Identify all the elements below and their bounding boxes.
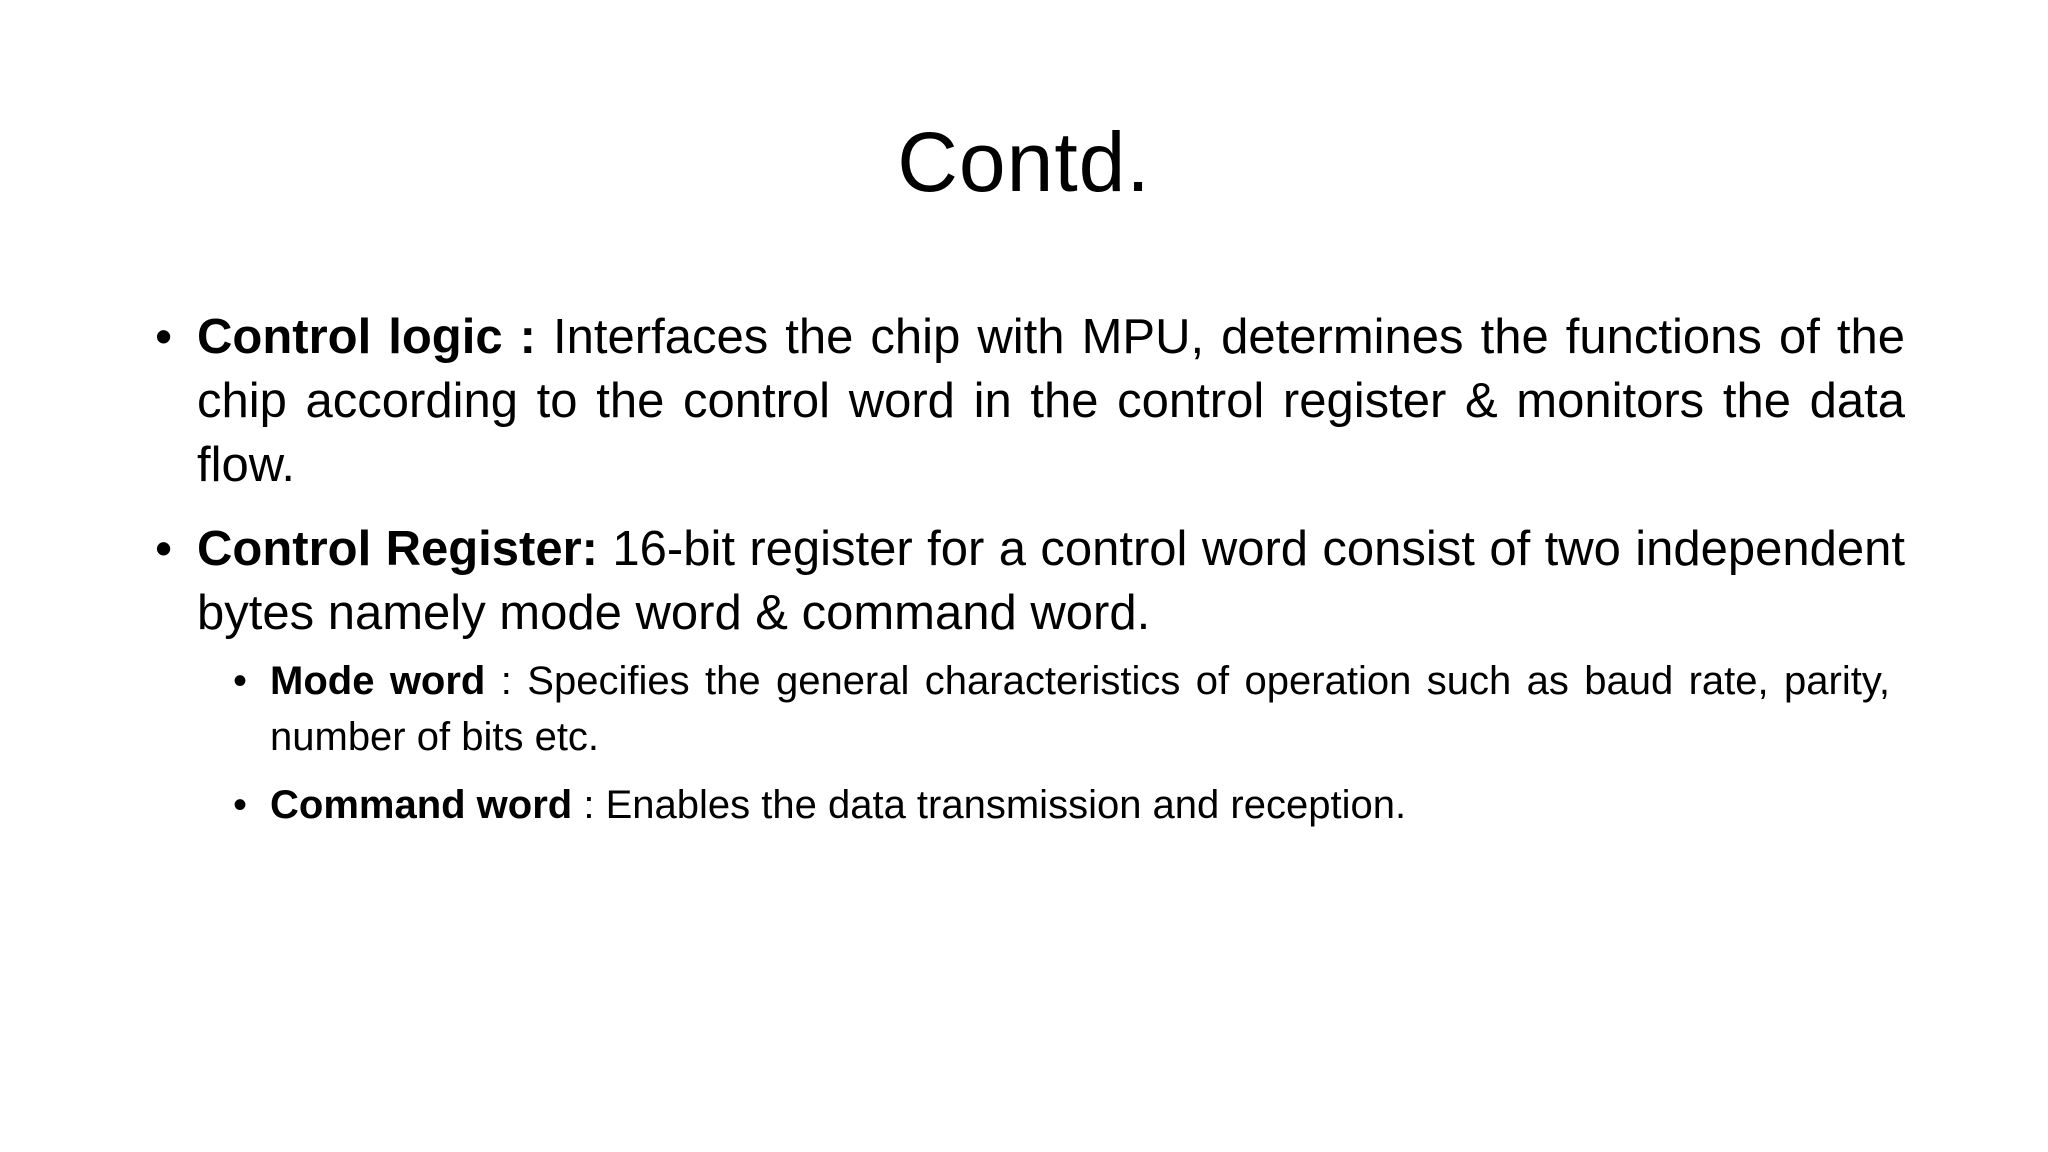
sub-bullet-marker: • [233,783,248,827]
slide-content [155,305,1905,845]
sub-bullet-command-word [233,777,1890,833]
sub-bullet-marker: • [233,659,248,703]
slide-title: Contd. [897,115,1151,209]
bullet-text: Interfaces the chip with MPU, determines the functions of the chip according to the control word in the control register & monitors the data flow. [197,310,1905,492]
bullet-term: Control logic : [197,310,536,364]
sub-bullet-mode-word [233,653,1890,765]
bullet-marker: • [155,522,173,576]
sub-bullet-term: Command word [270,783,573,827]
sub-bullet-text: : Enables the data transmission and reception. [583,783,1407,827]
bullet-term: Control Register: [197,522,598,576]
bullet-text: 16-bit register for a control word consist of two independent bytes namely mode word & command word. [197,522,1905,640]
sub-bullet-text: : Specifies the general characteristics of operation such as baud rate, parity, number of bits etc. [270,659,1890,759]
bullet-control-register [155,517,1905,645]
bullet-control-logic [155,305,1905,497]
bullet-marker: • [155,310,173,364]
sub-bullet-list [155,653,1905,833]
sub-bullet-term: Mode word [270,659,486,703]
